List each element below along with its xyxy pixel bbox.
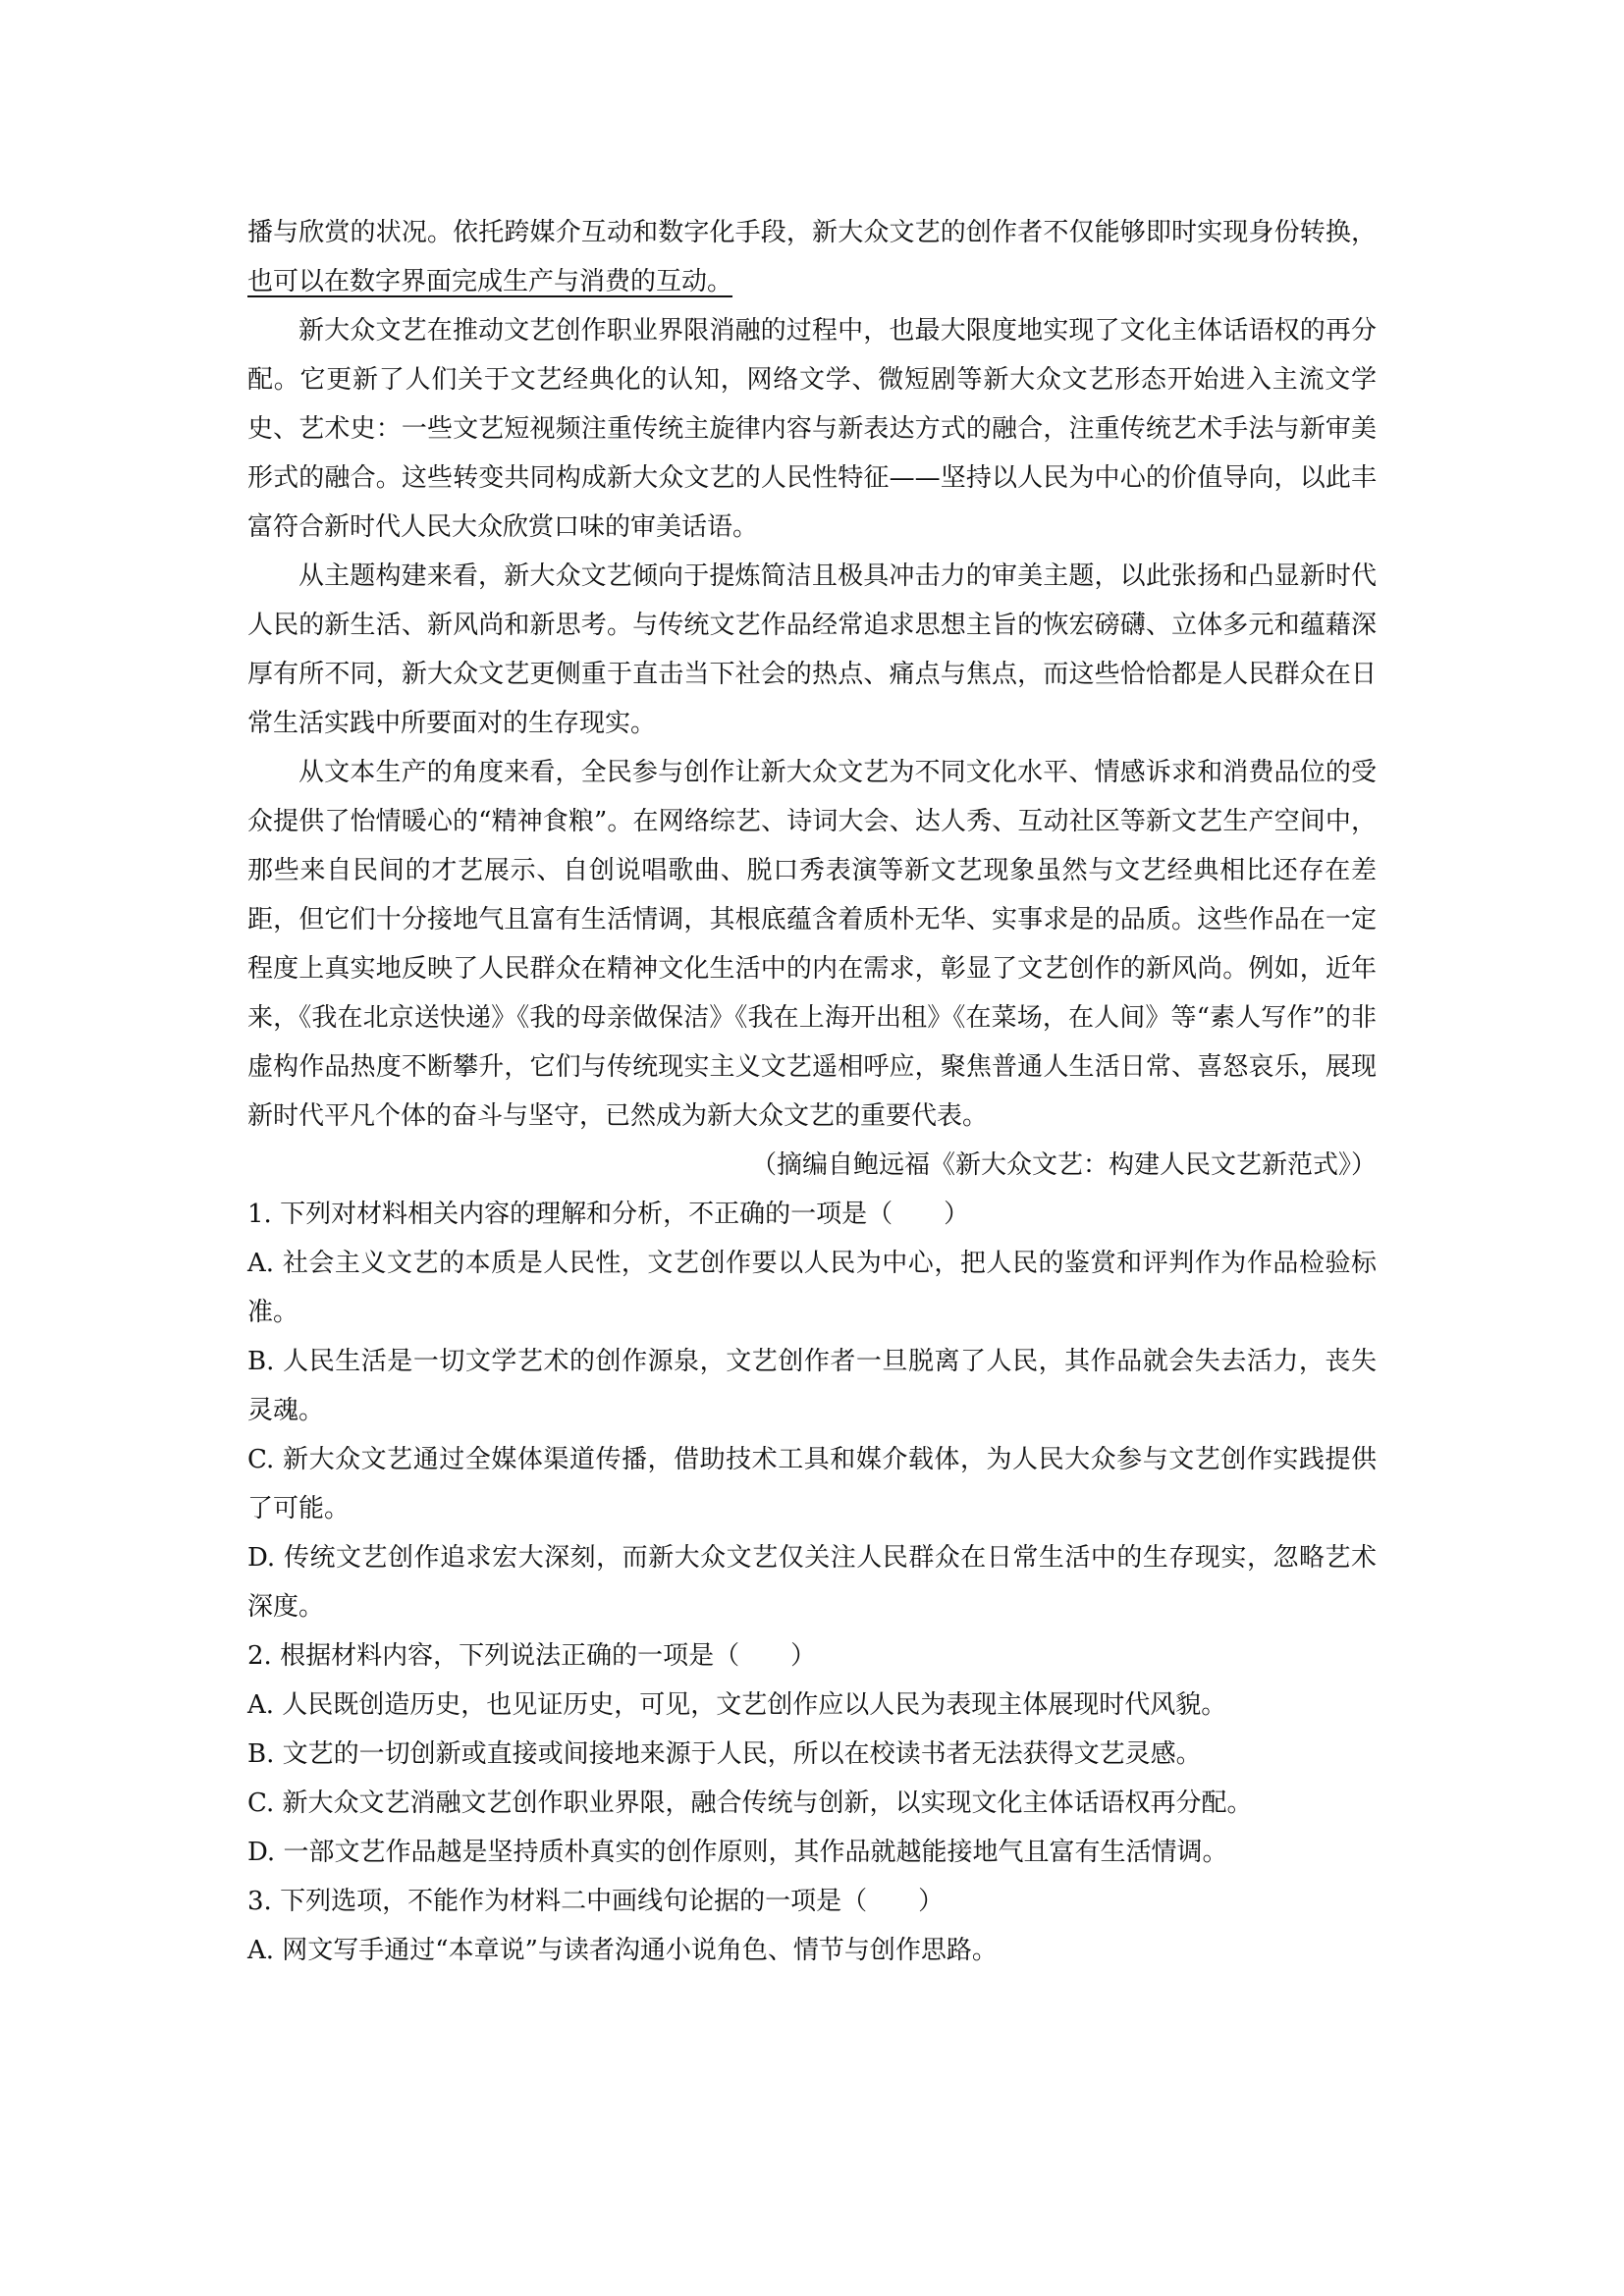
option-a: A. 人民既创造历史，也见证历史，可见，文艺创作应以人民为表现主体展现时代风貌。 — [247, 1690, 1227, 1720]
option-b: B. 人民生活是一切文学艺术的创作源泉，文艺创作者一旦脱离了人民，其作品就会失去活力，丧失灵魂。 — [247, 1347, 1377, 1425]
paragraph-text: 播与欣赏的状况。依托跨媒介互动和数字化手段，新大众文艺的创作者不仅能够即时实现身份转换， — [247, 218, 1377, 247]
option-c: C. 新大众文艺消融文艺创作职业界限，融合传统与创新，以实现文化主体话语权再分配。 — [247, 1789, 1253, 1818]
question-stem: 1. 下列对材料相关内容的理解和分析，不正确的一项是（ ） — [247, 1200, 970, 1229]
option-d: D. 传统文艺创作追求宏大深刻，而新大众文艺仅关注人民群众在日常生活中的生存现实，忽略艺术深度。 — [247, 1543, 1377, 1622]
option-d: D. 一部文艺作品越是坚持质朴真实的创作原则，其作品就越能接地气且富有生活情调。 — [247, 1838, 1228, 1867]
source-citation: （摘编自鲍远福《新大众文艺：构建人民文艺新范式》） — [750, 1150, 1377, 1180]
question-stem: 3. 下列选项，不能作为材料二中画线句论据的一项是（ ） — [247, 1887, 945, 1916]
option-a: A. 社会主义文艺的本质是人民性，文艺创作要以人民为中心，把人民的鉴赏和评判作为作品检验标准。 — [247, 1249, 1377, 1327]
option-b: B. 文艺的一切创新或直接或间接地来源于人民，所以在校读书者无法获得文艺灵感。 — [247, 1739, 1202, 1769]
question-1 — [247, 1190, 1377, 1631]
question-stem: 2. 根据材料内容，下列说法正确的一项是（ ） — [247, 1641, 817, 1671]
question-2 — [247, 1631, 1377, 1877]
underlined-sentence: 也可以在数字界面完成生产与消费的互动。 — [247, 267, 733, 296]
question-3 — [247, 1877, 1377, 1975]
option-a: A. 网文写手通过“本章说”与读者沟通小说角色、情节与创作思路。 — [247, 1936, 998, 1965]
passage-paragraph-2: 从主题构建来看，新大众文艺倾向于提炼简洁且极具冲击力的审美主题，以此张扬和凸显新时代人民的新生活、新风尚和新思考。与传统文艺作品经常追求思想主旨的恢宏磅礴、立体多元和蕴藉深厚有所不同，新大众文艺更侧重于直击当下社会的热点、痛点与焦点，而这些恰恰都是人民群众在日常生活实践中所要面对的生存现实。 — [247, 561, 1377, 738]
document-page — [247, 208, 1377, 1975]
passage-paragraph-0 — [247, 208, 1377, 306]
passage-paragraph-3: 从文本生产的角度来看，全民参与创作让新大众文艺为不同文化水平、情感诉求和消费品位的受众提供了怡情暖心的“精神食粮”。在网络综艺、诗词大会、达人秀、互动社区等新文艺生产空间中，那些来自民间的才艺展示、自创说唱歌曲、脱口秀表演等新文艺现象虽然与文艺经典相比还存在差距，但它们十分接地气且富有生活情调，其根底蕴含着质朴无华、实事求是的品质。这些作品在一定程度上真实地反映了人民群众在精神文化生活中的内在需求，彰显了文艺创作的新风尚。例如，近年来，《我在北京送快递》《我的母亲做保洁》《我在上海开出租》《在菜场，在人间》等“素人写作”的非虚构作品热度不断攀升，它们与传统现实主义文艺遥相呼应，聚焦普通人生活日常、喜怒哀乐，展现新时代平凡个体的奋斗与坚守，已然成为新大众文艺的重要代表。 — [247, 758, 1377, 1131]
option-c: C. 新大众文艺通过全媒体渠道传播，借助技术工具和媒介载体，为人民大众参与文艺创作实践提供了可能。 — [247, 1445, 1377, 1523]
passage-paragraph-1: 新大众文艺在推动文艺创作职业界限消融的过程中，也最大限度地实现了文化主体话语权的再分配。它更新了人们关于文艺经典化的认知，网络文学、微短剧等新大众文艺形态开始进入主流文学史、艺术史：一些文艺短视频注重传统主旋律内容与新表达方式的融合，注重传统艺术手法与新审美形式的融合。这些转变共同构成新大众文艺的人民性特征——坚持以人民为中心的价值导向，以此丰富符合新时代人民大众欣赏口味的审美话语。 — [247, 316, 1377, 542]
